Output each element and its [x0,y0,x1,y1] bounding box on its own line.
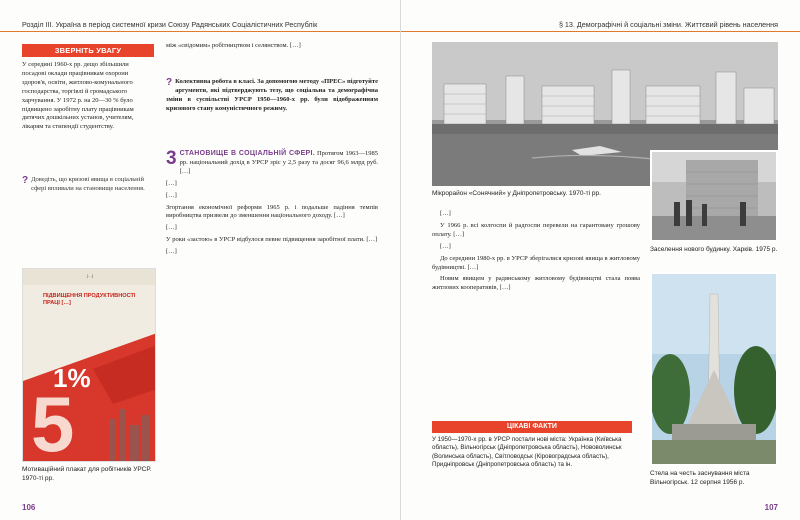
left-page-number: 106 [22,503,36,512]
poster-slogan: ПІДВИЩЕННЯ ПРОДУКТИВНОСТІ ПРАЦІ […] [43,293,136,306]
section-number: 3 [166,148,177,169]
poster-caption: Мотиваційний плакат для робітників УРСР. 1970-ті рр. [22,466,152,482]
right-paragraph-4: До середини 1980-х рр. в УРСР зберігалися кризові явища в житловому будівництві. […] [432,254,640,271]
question-icon: ? [22,175,29,186]
section-paragraph-3: […] [166,191,177,199]
photo-monument-caption: Стела на честь заснування міста Вільногірськ. 12 серпня 1956 р. [650,470,750,486]
collective-work-text: Колективна робота в класі. За допомогою методу «ПРЕС» підготуйте аргументи, які підтверджують тезу, що соціальна та демографічна зміни в суспільстві УРСР 1950—1960-х рр. були відображенням кризового стану комуністичного режиму. [166,78,378,112]
attention-text: У середині 1960-х рр. дещо збільшили посадові оклади працівникам охорони здоров'я, освіти, житлово-комунального господарства, торгівлі й громадського харчування. У 1972 р. на 20—30 % було підвищено заробітну плату працівникам дитячих дошкільних установ, учителям, лікарям та стипендії студентству. [22,61,134,131]
facts-box [432,421,632,469]
photo-new-building [650,150,778,242]
section-paragraph-6: У роки «застою» в УРСР відбулося певне підвищення заробітної плати. […] [166,236,378,244]
section-title: СТАНОВИЩЕ В СОЦІАЛЬНІЙ СФЕРІ. [179,150,316,157]
motivational-poster [22,268,156,462]
attention-box [22,44,154,132]
right-paragraph-1: […] [440,210,451,217]
right-paragraph-2: У 1966 р. всі колгоспи й радгоспи перевели на гарантовану грошову оплату. […] [432,221,640,238]
question-icon: ? [166,77,173,88]
photo-microdistrict-caption: Мікрорайон «Сонячний» у Дніпропетровську. 1970-ті рр. [432,190,601,197]
right-page-number: 107 [764,503,778,512]
column-top-text: між «свідомим» робітництвом і селянством. […] [166,42,301,49]
photo-monument-image [652,274,776,464]
photo-new-building-image [652,152,776,240]
collective-work-block [166,78,378,114]
section-paragraph-2: […] [166,179,177,187]
side-question-text: Доведіть, що кризові явища в соціальній сфері впливали на становище населення. [31,176,145,192]
section-paragraph-4: Згортання економічної реформи 1965 р. і подальше падіння темпів виробництва призвели до зменшення національного доходу. […] [166,203,378,220]
poster-percent: 1% [53,363,91,393]
section-paragraph-5: […] [166,224,177,232]
section-paragraph-7: […] [166,248,177,256]
right-running-head: § 13. Демографічні й соціальні зміни. Життєвий рівень населення [401,18,800,32]
facts-title: ЦІКАВІ ФАКТИ [432,421,632,433]
section-3 [166,150,378,257]
side-question [22,176,154,193]
right-column-text [432,210,640,293]
photo-monument [650,272,778,466]
attention-title: ЗВЕРНІТЬ УВАГУ [22,44,154,57]
facts-text: У 1950—1970-х рр. в УРСР постали нові міста: Українка (Київська область), Вільногірськ (Дніпропетровська область), Нововолинськ (Волинська область), Світловодськ (Кіровоградська область), Придніпровськ (Дніпропетровська область) та ін. [432,436,622,468]
left-running-head: Розділ ІІІ. Україна в період системної кризи Союзу Радянських Соціалістичних Республік [0,18,400,32]
right-paragraph-5: Новим явищем у радянському житловому будівництві стала поява житлових кооперативів, […] [432,275,640,292]
poster-big-5: 5 [31,380,75,462]
poster-header: […] [86,273,94,278]
section-paragraph-1: Протягом 1963—1985 рр. національний дохід в УРСР зріс у 2,5 разу та досяг 96,6 млрд руб. […] [179,150,378,175]
photo-new-building-caption: Заселення нового будинку. Харків. 1975 р. [650,246,778,253]
right-paragraph-3: […] [440,242,451,250]
